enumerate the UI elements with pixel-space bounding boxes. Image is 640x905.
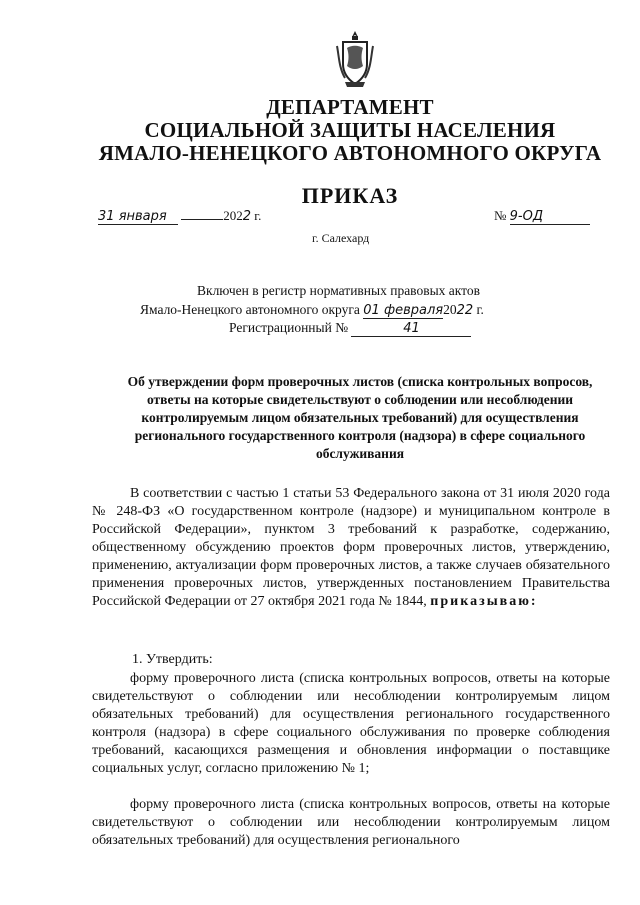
registry-region: Ямало-Ненецкого автономного округа	[140, 302, 360, 317]
registry-year-unit: г.	[476, 302, 484, 317]
registry-number-label: Регистрационный №	[229, 320, 349, 335]
item-1-heading: 1. Утвердить:	[132, 652, 213, 667]
date-year-prefix: 202	[223, 208, 243, 223]
org-name-line2: СОЦИАЛЬНОЙ ЗАЩИТЫ НАСЕЛЕНИЯ	[144, 118, 556, 142]
order-number	[494, 208, 590, 225]
date-month: января	[118, 209, 167, 224]
city-name: г. Салехард	[312, 231, 370, 245]
registry-year-suffix: 22	[456, 303, 474, 318]
date-year-suffix: 2	[242, 209, 252, 224]
date-day: 31	[98, 209, 115, 224]
registry-line2	[140, 302, 484, 319]
coat-of-arms-emblem	[333, 28, 377, 90]
registry-line1: Включен в регистр нормативных правовых актов	[197, 283, 481, 298]
org-name-line1: ДЕПАРТАМЕНТ	[266, 95, 434, 119]
number-label: №	[494, 208, 507, 223]
registry-year-prefix: 20	[443, 302, 457, 317]
item-1-b-paragraph: форму проверочного листа (списка контрольных вопросов, ответы на которые свидетельствуют о соблюдении или несоблюдении контролируемым лицом обязательных требований) для осуществления регионального	[92, 797, 610, 848]
registry-date: 01 февраля	[363, 303, 444, 318]
registry-number	[229, 320, 471, 337]
order-date	[98, 208, 261, 225]
number-value: 9-ОД	[510, 209, 590, 225]
registry-number-value: 41	[351, 321, 471, 337]
item-1-a-paragraph: форму проверочного листа (списка контрольных вопросов, ответы на которые свидетельствуют о соблюдении или несоблюдении контролируемым лицом обязательных требований) для осуществления регионального государственного контроля (надзора) в сфере социального обслуживания по проверке соблюдения требований, касающихся размещения и обновления информации о поставщике социальных услуг, согласно приложению № 1;	[92, 671, 610, 776]
date-year-unit: г.	[254, 208, 262, 223]
preamble-text: В соответствии с частью 1 статьи 53 Федерального закона от 31 июля 2020 года № 248-ФЗ «О государственном контроле (надзоре) и муниципальном контроле в Российской Федерации», пунктом 3 требований к разработке, содержанию, общественному обсуждению проектов форм проверочных листов, утверждению, применению, актуализации форм проверочных листов, а также случаев обязательного применения проверочных листов, утвержденных постановлением Правительства Российской Федерации от 27 октября 2021 года № 1844,	[92, 486, 610, 609]
order-title: Об утверждении форм проверочных листов (списка контрольных вопросов, ответы на которые свидетельствуют о соблюдении или несоблюдении контролируемым лицом обязательных требований) для осуществления регионального государственного контроля (надзора) в сфере социального обслуживания	[127, 374, 593, 461]
doc-type-heading: ПРИКАЗ	[301, 183, 399, 208]
preamble-paragraph	[92, 485, 610, 611]
org-name-line3: ЯМАЛО-НЕНЕЦКОГО АВТОНОМНОГО ОКРУГА	[98, 141, 602, 165]
order-word: приказываю:	[430, 594, 538, 609]
